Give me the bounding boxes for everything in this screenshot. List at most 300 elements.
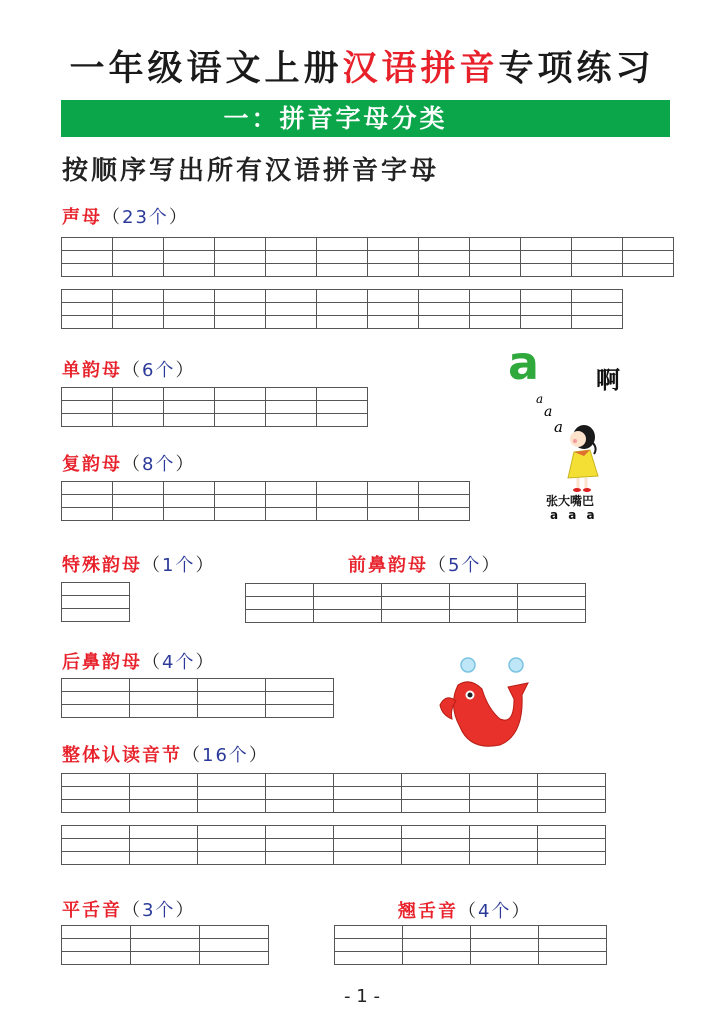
writing-line (368, 315, 418, 329)
grid-cell[interactable] (62, 237, 113, 277)
writing-line (572, 250, 622, 263)
writing-line (164, 289, 214, 302)
writing-line (538, 786, 605, 799)
writing-line (335, 925, 402, 938)
writing-line (538, 799, 605, 813)
writing-line (62, 315, 112, 329)
writing-line (130, 851, 197, 865)
grid-cell[interactable] (368, 237, 419, 277)
writing-line (62, 825, 129, 838)
writing-line (266, 799, 333, 813)
writing-line (470, 250, 520, 263)
writing-line (334, 825, 401, 838)
writing-line (215, 400, 265, 413)
grid-cell[interactable] (62, 825, 130, 865)
writing-line (538, 851, 605, 865)
writing-line (62, 773, 129, 786)
writing-line (403, 951, 470, 965)
writing-line (130, 678, 197, 691)
grid-cell[interactable] (539, 925, 607, 965)
writing-line (62, 250, 112, 263)
writing-line (266, 315, 316, 329)
grid-cell[interactable] (521, 237, 572, 277)
writing-line (266, 387, 316, 400)
writing-line (164, 507, 214, 521)
writing-line (130, 704, 197, 718)
writing-line (200, 925, 268, 938)
grid-cell[interactable] (471, 925, 539, 965)
writing-line (335, 938, 402, 951)
label-danyunmu: 单韵母（6个） (62, 360, 196, 381)
writing-line (62, 925, 130, 938)
writing-line (382, 596, 449, 609)
writing-line (470, 838, 537, 851)
writing-line (164, 481, 214, 494)
instruction-heading: 按顺序写出所有汉语拼音字母 (62, 156, 440, 186)
writing-line (215, 413, 265, 427)
writing-line (198, 838, 265, 851)
grid-cell[interactable] (266, 289, 317, 329)
writing-line (215, 250, 265, 263)
writing-line (314, 583, 381, 596)
writing-line (215, 387, 265, 400)
writing-line (62, 799, 129, 813)
writing-line (470, 302, 520, 315)
grid-cell[interactable] (518, 583, 586, 623)
grid-cell[interactable] (470, 237, 521, 277)
writing-line (518, 583, 585, 596)
writing-line (62, 263, 112, 277)
writing-line (368, 289, 418, 302)
writing-line (470, 786, 537, 799)
writing-line (538, 773, 605, 786)
writing-line (317, 413, 367, 427)
writing-line (130, 838, 197, 851)
writing-line (539, 938, 606, 951)
writing-line (62, 413, 112, 427)
writing-line (130, 691, 197, 704)
writing-line (266, 400, 316, 413)
grid-cell[interactable] (419, 289, 470, 329)
writing-line (419, 494, 469, 507)
caption: 张大嘴巴 (546, 494, 595, 508)
grid-cell[interactable] (200, 925, 269, 965)
big-letter-a: a (508, 336, 540, 390)
writing-line (130, 786, 197, 799)
writing-line (246, 583, 313, 596)
grid-cell[interactable] (623, 237, 674, 277)
writing-line (539, 951, 606, 965)
label-pingshe: 平舌音（3个） (62, 900, 196, 921)
writing-line (334, 851, 401, 865)
writing-line (113, 289, 163, 302)
writing-line (368, 263, 418, 277)
writing-line (334, 786, 401, 799)
grid-cell[interactable] (334, 825, 402, 865)
grid-cell[interactable] (266, 773, 334, 813)
writing-line (246, 596, 313, 609)
grid-cell[interactable] (334, 773, 402, 813)
writing-line (266, 691, 333, 704)
writing-line (113, 413, 163, 427)
writing-line (419, 507, 469, 521)
writing-grid-zhengti-row2[interactable] (61, 825, 606, 865)
grid-cell[interactable] (62, 925, 131, 965)
writing-line (317, 237, 367, 250)
writing-line (62, 608, 129, 622)
grid-cell[interactable] (266, 481, 317, 521)
grid-cell[interactable] (266, 237, 317, 277)
writing-grid-zhengti-row1[interactable] (61, 773, 606, 813)
writing-line (368, 507, 418, 521)
writing-line (470, 851, 537, 865)
writing-line (130, 825, 197, 838)
writing-line (317, 507, 367, 521)
grid-cell[interactable] (62, 387, 113, 427)
writing-line (164, 302, 214, 315)
writing-line (572, 289, 622, 302)
writing-line (518, 596, 585, 609)
grid-cell[interactable] (130, 678, 198, 718)
writing-line (62, 237, 112, 250)
grid-cell[interactable] (314, 583, 382, 623)
writing-line (382, 609, 449, 623)
writing-line (402, 825, 469, 838)
writing-line (62, 838, 129, 851)
writing-line (572, 315, 622, 329)
grid-cell[interactable] (198, 773, 266, 813)
writing-line (419, 302, 469, 315)
writing-line (131, 925, 199, 938)
writing-line (368, 250, 418, 263)
writing-line (470, 315, 520, 329)
writing-line (62, 400, 112, 413)
writing-grid-houbi[interactable] (61, 678, 334, 718)
writing-line (62, 704, 129, 718)
writing-line (266, 289, 316, 302)
label-shengmu: 声母（23个） (62, 207, 189, 228)
small-a-1: a (536, 392, 544, 406)
grid-cell[interactable] (113, 481, 164, 521)
writing-line (314, 609, 381, 623)
grid-cell[interactable] (317, 387, 368, 427)
grid-cell[interactable] (450, 583, 518, 623)
writing-line (266, 773, 333, 786)
grid-cell[interactable] (521, 289, 572, 329)
label-qiaoshe: 翘舌音（4个） (398, 901, 532, 922)
writing-line (62, 938, 130, 951)
grid-cell[interactable] (419, 481, 470, 521)
writing-line (266, 302, 316, 315)
label-houbi: 后鼻韵母（4个） (62, 652, 216, 673)
writing-line (334, 838, 401, 851)
grid-cell[interactable] (198, 825, 266, 865)
grid-cell[interactable] (62, 289, 113, 329)
writing-line (521, 302, 571, 315)
writing-line (113, 494, 163, 507)
grid-cell[interactable] (164, 387, 215, 427)
grid-cell[interactable] (130, 825, 198, 865)
writing-line (335, 951, 402, 965)
grid-cell[interactable] (317, 289, 368, 329)
caption-pinyin: a a a (550, 508, 595, 522)
grid-cell[interactable] (317, 481, 368, 521)
small-a-2: a (544, 404, 553, 420)
writing-line (130, 773, 197, 786)
writing-line (113, 507, 163, 521)
writing-line (164, 237, 214, 250)
writing-line (113, 387, 163, 400)
writing-line (113, 400, 163, 413)
writing-line (198, 799, 265, 813)
writing-line (164, 315, 214, 329)
writing-line (164, 494, 214, 507)
writing-line (450, 596, 517, 609)
grid-cell[interactable] (113, 387, 164, 427)
grid-cell[interactable] (62, 582, 130, 622)
writing-line (164, 400, 214, 413)
label-zhengti: 整体认读音节（16个） (62, 745, 269, 766)
writing-line (623, 250, 673, 263)
writing-line (62, 481, 112, 494)
grid-cell[interactable] (62, 678, 130, 718)
grid-cell[interactable] (368, 481, 419, 521)
grid-cell[interactable] (215, 237, 266, 277)
writing-line (470, 825, 537, 838)
writing-line (317, 400, 367, 413)
page-number: - 1 - (344, 986, 380, 1007)
grid-cell[interactable] (368, 289, 419, 329)
writing-line (198, 704, 265, 718)
writing-line (572, 263, 622, 277)
writing-grid-pingshe[interactable] (61, 925, 269, 965)
writing-line (314, 596, 381, 609)
writing-grid-qianbi[interactable] (245, 583, 586, 623)
grid-cell[interactable] (164, 481, 215, 521)
grid-cell[interactable] (198, 678, 266, 718)
girl-icon (562, 422, 612, 494)
writing-line (131, 938, 199, 951)
writing-grid-shengmu-row1[interactable] (61, 237, 674, 277)
grid-cell[interactable] (215, 387, 266, 427)
writing-grid-danyunmu[interactable] (61, 387, 368, 427)
writing-line (521, 250, 571, 263)
writing-line (402, 786, 469, 799)
grid-cell[interactable] (335, 925, 403, 965)
writing-line (317, 315, 367, 329)
writing-line (471, 925, 538, 938)
grid-cell[interactable] (382, 583, 450, 623)
writing-line (402, 851, 469, 865)
grid-cell[interactable] (215, 289, 266, 329)
writing-line (419, 237, 469, 250)
grid-cell[interactable] (402, 825, 470, 865)
writing-line (266, 851, 333, 865)
writing-grid-shengmu-row2[interactable] (61, 289, 623, 329)
illustration-letter-a-girl (500, 336, 640, 527)
grid-cell[interactable] (538, 773, 606, 813)
writing-line (539, 925, 606, 938)
writing-line (521, 263, 571, 277)
grid-cell[interactable] (164, 289, 215, 329)
writing-line (62, 289, 112, 302)
writing-line (572, 237, 622, 250)
writing-line (62, 951, 130, 965)
writing-line (266, 250, 316, 263)
grid-cell[interactable] (62, 773, 130, 813)
writing-line (266, 838, 333, 851)
writing-line (113, 250, 163, 263)
grid-cell[interactable] (538, 825, 606, 865)
writing-line (266, 413, 316, 427)
writing-line (317, 250, 367, 263)
writing-line (113, 315, 163, 329)
writing-line (215, 237, 265, 250)
writing-line (62, 302, 112, 315)
writing-line (113, 263, 163, 277)
writing-line (402, 799, 469, 813)
writing-grid-teshu[interactable] (61, 582, 130, 622)
writing-grid-fuyunmu[interactable] (61, 481, 470, 521)
writing-line (215, 289, 265, 302)
grid-cell[interactable] (113, 237, 164, 277)
writing-grid-qiaoshe[interactable] (334, 925, 607, 965)
writing-line (470, 773, 537, 786)
writing-line (266, 507, 316, 521)
writing-line (164, 263, 214, 277)
grid-cell[interactable] (131, 925, 200, 965)
writing-line (419, 263, 469, 277)
grid-cell[interactable] (470, 825, 538, 865)
writing-line (198, 851, 265, 865)
page-title: 一年级语文上册汉语拼音专项练习 (69, 48, 655, 89)
grid-cell[interactable] (403, 925, 471, 965)
writing-line (518, 609, 585, 623)
writing-line (62, 494, 112, 507)
writing-line (470, 237, 520, 250)
writing-line (198, 825, 265, 838)
grid-cell[interactable] (130, 773, 198, 813)
writing-line (198, 773, 265, 786)
writing-line (419, 481, 469, 494)
writing-line (334, 773, 401, 786)
writing-line (368, 481, 418, 494)
writing-line (164, 413, 214, 427)
writing-line (200, 938, 268, 951)
grid-cell[interactable] (572, 289, 623, 329)
writing-line (419, 289, 469, 302)
writing-line (62, 387, 112, 400)
writing-line (215, 263, 265, 277)
writing-line (450, 609, 517, 623)
grid-cell[interactable] (113, 289, 164, 329)
writing-line (198, 691, 265, 704)
writing-line (450, 583, 517, 596)
writing-line (382, 583, 449, 596)
writing-line (62, 851, 129, 865)
writing-line (198, 678, 265, 691)
writing-line (62, 786, 129, 799)
writing-line (419, 250, 469, 263)
writing-line (266, 786, 333, 799)
writing-line (113, 302, 163, 315)
writing-line (572, 302, 622, 315)
section-banner: 一：拼音字母分类 (61, 100, 670, 137)
writing-line (538, 825, 605, 838)
writing-line (62, 691, 129, 704)
writing-line (62, 582, 129, 595)
label-qianbi: 前鼻韵母（5个） (348, 555, 502, 576)
writing-line (623, 237, 673, 250)
writing-line (266, 678, 333, 691)
writing-line (403, 925, 470, 938)
writing-line (470, 799, 537, 813)
grid-cell[interactable] (62, 481, 113, 521)
writing-line (131, 951, 199, 965)
writing-line (521, 237, 571, 250)
writing-line (164, 387, 214, 400)
writing-line (198, 786, 265, 799)
writing-line (403, 938, 470, 951)
grid-cell[interactable] (215, 481, 266, 521)
grid-cell[interactable] (266, 825, 334, 865)
writing-line (368, 302, 418, 315)
grid-cell[interactable] (470, 289, 521, 329)
grid-cell[interactable] (470, 773, 538, 813)
writing-line (317, 302, 367, 315)
writing-line (266, 237, 316, 250)
grid-cell[interactable] (317, 237, 368, 277)
grid-cell[interactable] (246, 583, 314, 623)
label-fuyunmu: 复韵母（8个） (62, 454, 196, 475)
grid-cell[interactable] (572, 237, 623, 277)
writing-line (266, 481, 316, 494)
grid-cell[interactable] (266, 678, 334, 718)
grid-cell[interactable] (266, 387, 317, 427)
writing-line (623, 263, 673, 277)
char-a: 啊 (596, 366, 620, 394)
writing-line (62, 595, 129, 608)
writing-line (200, 951, 268, 965)
writing-line (215, 507, 265, 521)
writing-line (317, 481, 367, 494)
writing-line (402, 838, 469, 851)
writing-line (266, 263, 316, 277)
writing-line (317, 289, 367, 302)
writing-line (521, 315, 571, 329)
writing-line (419, 315, 469, 329)
writing-line (368, 494, 418, 507)
writing-line (471, 938, 538, 951)
writing-line (113, 481, 163, 494)
writing-line (470, 263, 520, 277)
writing-line (521, 289, 571, 302)
writing-line (113, 237, 163, 250)
writing-line (402, 773, 469, 786)
writing-line (215, 494, 265, 507)
writing-line (317, 263, 367, 277)
grid-cell[interactable] (402, 773, 470, 813)
writing-line (317, 494, 367, 507)
writing-line (266, 494, 316, 507)
grid-cell[interactable] (419, 237, 470, 277)
writing-line (215, 481, 265, 494)
writing-line (164, 250, 214, 263)
writing-line (470, 289, 520, 302)
writing-line (215, 302, 265, 315)
grid-cell[interactable] (164, 237, 215, 277)
writing-line (538, 838, 605, 851)
